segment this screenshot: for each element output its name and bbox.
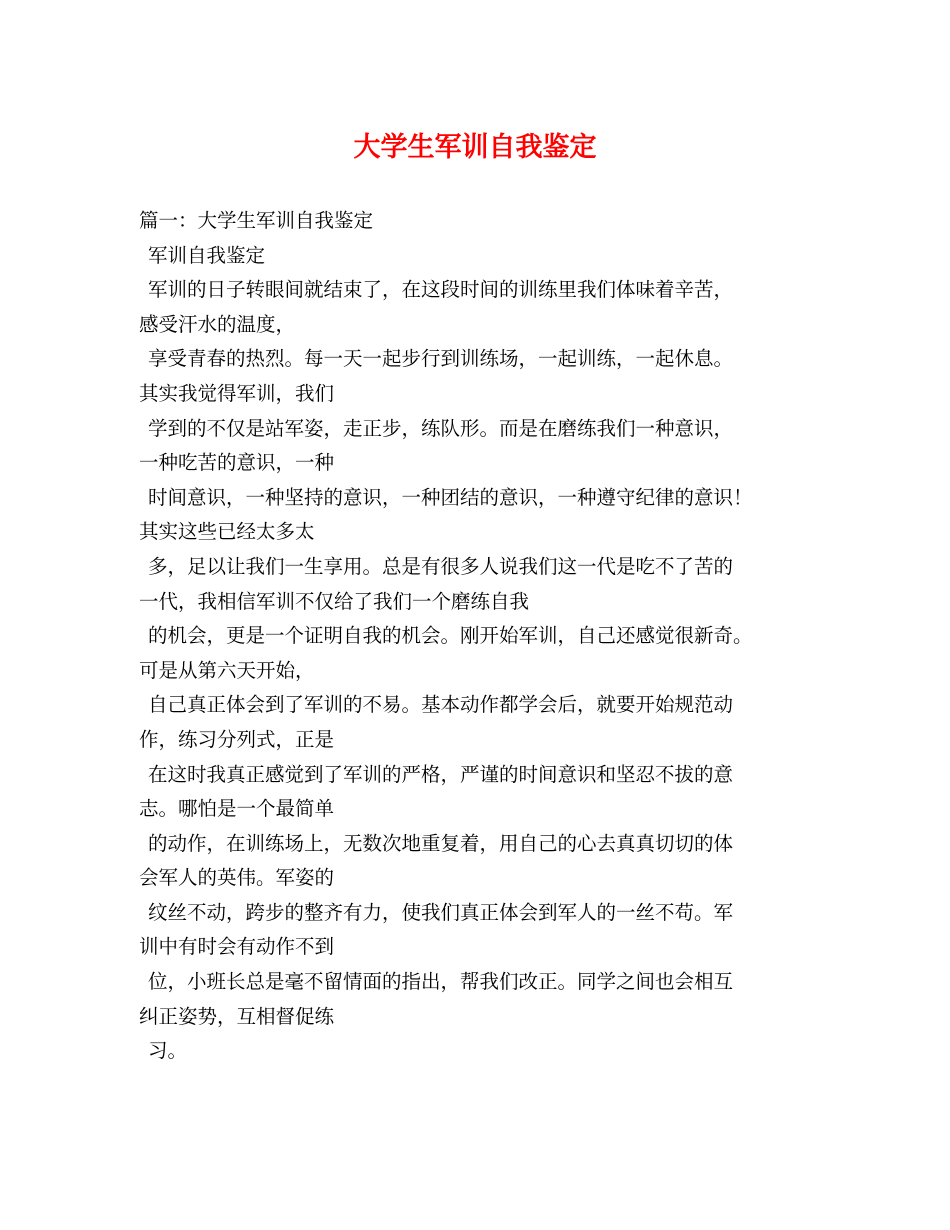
text-line: 可是从第六天开始， bbox=[139, 658, 315, 682]
text-line: 在这时我真正感觉到了军训的严格，严谨的时间意识和坚忍不拔的意 bbox=[148, 762, 734, 786]
text-line: 纹丝不动，跨步的整齐有力，使我们真正体会到军人的一丝不苟。军 bbox=[148, 900, 734, 924]
text-line: 位，小班长总是毫不留情面的指出，帮我们改正。同学之间也会相互 bbox=[148, 970, 734, 994]
text-line: 其实这些已经太多太 bbox=[139, 520, 315, 544]
text-line: 军训自我鉴定 bbox=[148, 243, 266, 267]
text-line: 会军人的英伟。军姿的 bbox=[139, 866, 335, 890]
text-line: 一种吃苦的意识，一种 bbox=[139, 451, 335, 475]
text-line: 其实我觉得军训，我们 bbox=[139, 381, 335, 405]
text-line: 的机会，更是一个证明自我的机会。刚开始军训，自己还感觉很新奇。 bbox=[148, 624, 753, 648]
text-line: 训中有时会有动作不到 bbox=[139, 935, 335, 959]
text-line: 一代，我相信军训不仅给了我们一个磨练自我 bbox=[139, 589, 530, 613]
text-line: 军训的日子转眼间就结束了，在这段时间的训练里我们体味着辛苦， bbox=[148, 278, 734, 302]
text-line: 篇一：大学生军训自我鉴定 bbox=[139, 209, 374, 232]
text-line: 纠正姿势，互相督促练 bbox=[139, 1004, 335, 1028]
text-line: 作，练习分列式，正是 bbox=[139, 727, 335, 751]
text-line: 习。 bbox=[148, 1039, 188, 1063]
text-line: 自己真正体会到了军训的不易。基本动作都学会后，就要开始规范动 bbox=[148, 693, 734, 717]
text-line: 志。哪怕是一个最简单 bbox=[139, 797, 335, 821]
text-line: 时间意识，一种坚持的意识，一种团结的意识，一种遵守纪律的意识！ bbox=[148, 485, 753, 509]
text-line: 学到的不仅是站军姿，走正步，练队形。而是在磨练我们一种意识， bbox=[148, 416, 734, 440]
text-line: 的动作，在训练场上，无数次地重复着，用自己的心去真真切切的体 bbox=[148, 831, 734, 855]
text-line: 多，足以让我们一生享用。总是有很多人说我们这一代是吃不了苦的 bbox=[148, 554, 734, 578]
document-title: 大学生军训自我鉴定 bbox=[353, 132, 597, 163]
text-line: 享受青春的热烈。每一天一起步行到训练场，一起训练，一起休息。 bbox=[148, 347, 734, 371]
document-body bbox=[139, 204, 829, 1069]
text-line: 感受汗水的温度， bbox=[139, 312, 296, 336]
